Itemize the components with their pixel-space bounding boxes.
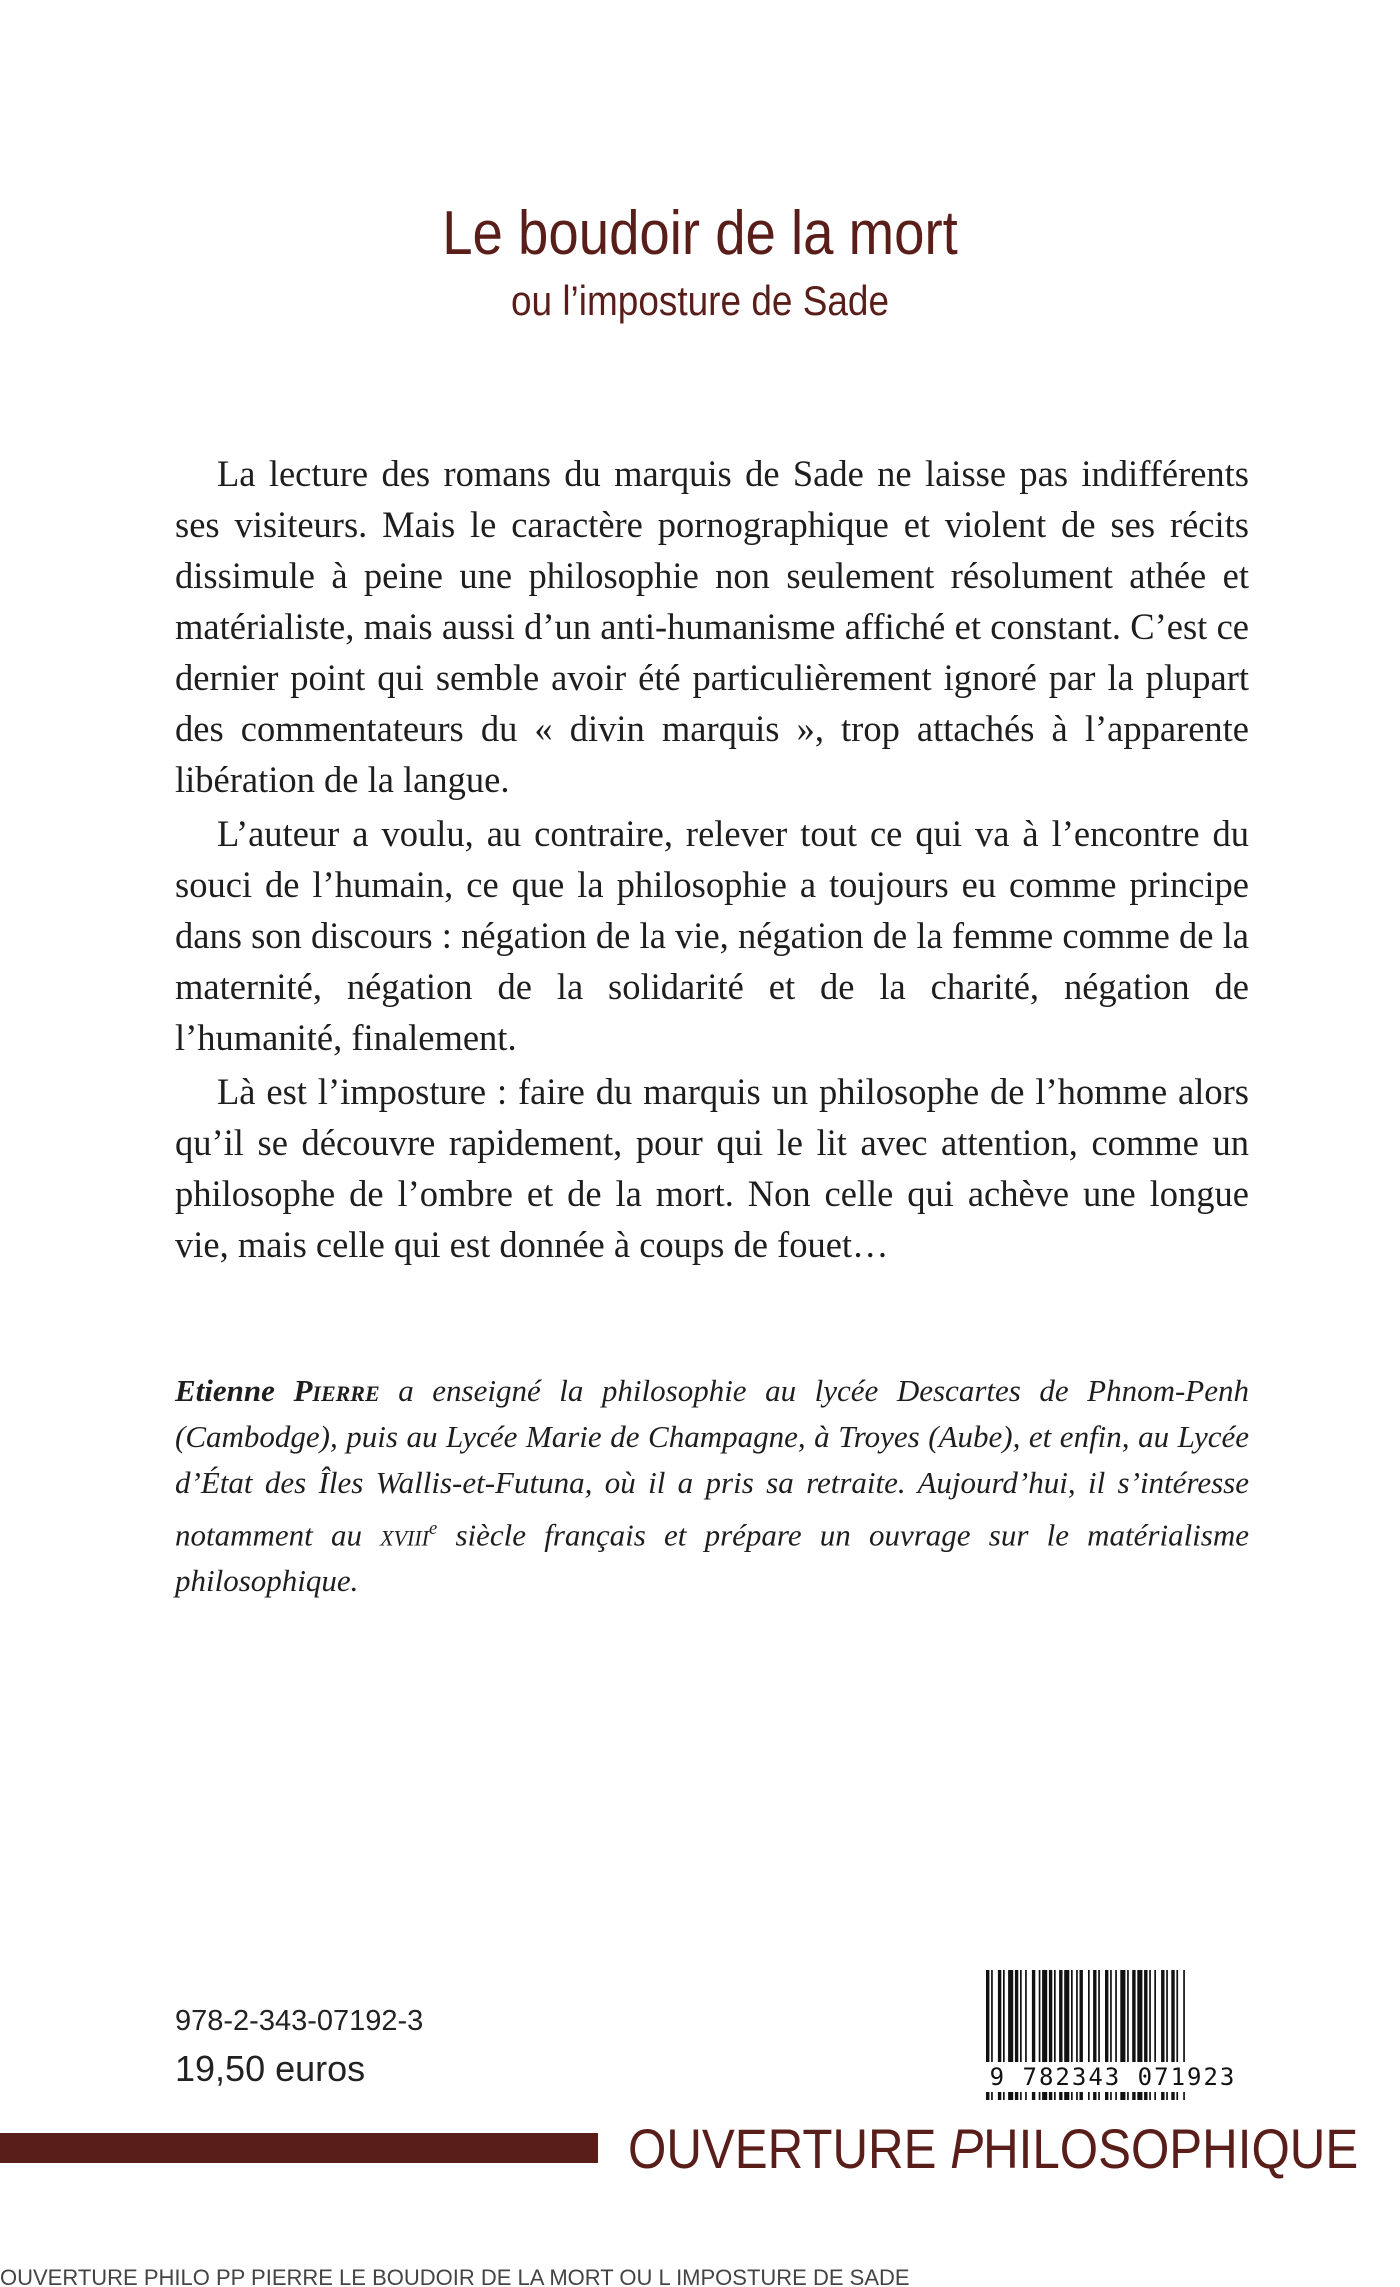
collection-part-1: OUVERTURE	[628, 2117, 951, 2180]
author-last-name: Pierre	[293, 1373, 380, 1408]
book-subtitle: ou l’imposture de Sade	[510, 277, 890, 324]
author-first-name: Etienne	[175, 1373, 275, 1408]
collection-part-2: P	[950, 2117, 984, 2180]
author-bio	[175, 1368, 1249, 1604]
collection-part-3: HILOSOPHIQUE	[983, 2117, 1359, 2180]
spine-text: OUVERTURE PHILO PP PIERRE LE BOUDOIR DE LA MORT OU L IMPOSTURE DE SADE	[0, 2269, 910, 2287]
book-title: Le boudoir de la mort	[442, 199, 958, 268]
blurb-paragraph-2: L’auteur a voulu, au contraire, relever tout ce qui va à l’encontre du souci de l’humain, ce que la philosophie a toujours eu comme principe dans son discours : négation de la vie, négation de la femme comme de la maternité, négation de la solidarité et de la charité, négation de l’humanité, finalement.	[175, 813, 1249, 1058]
bio-century-suffix: e	[429, 1518, 438, 1539]
blurb-paragraph-3: Là est l’imposture : faire du marquis un philosophe de l’homme alors qu’il se découvre rapidement, pour qui le lit avec attention, comme un philosophe de l’ombre et de la mort. Non celle qui achève une longue vie, mais celle qui est donnée à coups de fouet…	[175, 1071, 1249, 1265]
bio-text-1: a enseigné la philosophie au lycée Descartes de Phnom-Penh (Cambodge), puis au Lycée Marie de Champagne, à Troyes (Aube), et enfin, au Lycée d’État des Îles Wallis-et-Futuna, où il a pris sa retraite. Aujourd’hui, il s’intéresse notamment au	[175, 1373, 1250, 1553]
price: 19,50 euros	[175, 2048, 366, 2089]
title-block	[0, 195, 1400, 329]
collection-name	[628, 2116, 1358, 2182]
bio-century: xviii	[380, 1517, 430, 1553]
collection-bar	[0, 2133, 598, 2163]
bio-text-2: siècle français et prépare un ouvrage sur le matérialisme philosophique.	[175, 1517, 1250, 1599]
barcode-digits: 9 782343 071923	[982, 2062, 1244, 2092]
isbn: 978-2-343-07192-3	[175, 2005, 424, 2037]
blurb-paragraph-1: La lecture des romans du marquis de Sade ne laisse pas indifférents ses visiteurs. Mais le caractère pornographique et violent de ses récits dissimule à peine une philosophie non seulement résolument athée et matérialiste, mais aussi d’un anti-humanisme affiché et constant. C’est ce dernier point qui semble avoir été particulièrement ignoré par la plupart des commentateurs du « divin marquis », trop attachés à l’apparente libération de la langue.	[175, 453, 1249, 800]
blurb	[175, 448, 1249, 1273]
